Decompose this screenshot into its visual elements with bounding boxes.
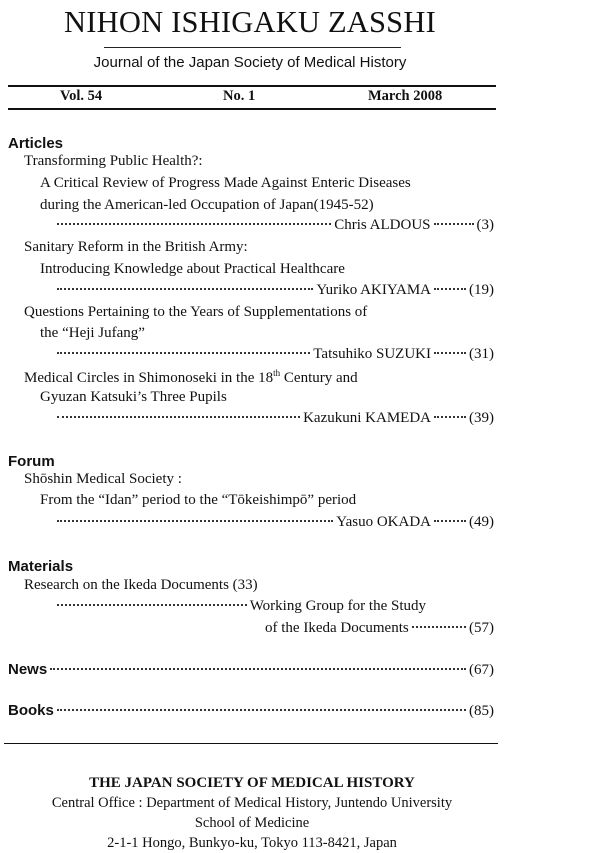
leader-dots (434, 416, 466, 418)
forum-title-line-1: Shōshin Medical Society : (24, 471, 182, 487)
materials-author-row-1 (54, 598, 426, 615)
materials-author-line-1: Working Group for the Study (249, 598, 426, 614)
news-row (8, 661, 494, 679)
leader-dots (57, 416, 300, 418)
article-1-author-row (54, 217, 494, 234)
article-4-title-pre: Medical Circles in Shimonoseki in the 18 (24, 370, 274, 386)
article-1-page: (3) (476, 217, 494, 233)
materials-heading: Materials (8, 558, 74, 575)
address-line-3: 2-1-1 Hongo, Bunkyo-ku, Tokyo 113-8421, Japan (107, 835, 397, 851)
leader-dots (434, 520, 466, 522)
article-4-page: (39) (469, 410, 494, 426)
journal-title: NIHON ISHIGAKU ZASSHI (64, 5, 436, 39)
article-1-title-line-1: Transforming Public Health?: (24, 153, 203, 169)
materials-author-line-2: of the Ikeda Documents (265, 620, 409, 636)
article-2-title-line-1: Sanitary Reform in the British Army: (24, 239, 248, 255)
leader-dots (434, 223, 474, 225)
forum-heading: Forum (8, 453, 55, 470)
article-1-title-line-3: during the American-led Occupation of Japan(1945-52) (40, 197, 374, 213)
article-1-title-line-2: A Critical Review of Progress Made Against Enteric Diseases (40, 175, 411, 191)
issue-rule-bottom (8, 108, 496, 110)
leader-dots (50, 668, 466, 670)
materials-title: Research on the Ikeda Documents (33) (24, 577, 258, 593)
society-name: THE JAPAN SOCIETY OF MEDICAL HISTORY (89, 775, 415, 791)
article-3-title-line-2: the “Heji Jufang” (40, 325, 145, 341)
articles-heading: Articles (8, 135, 64, 152)
journal-subtitle: Journal of the Japan Society of Medical History (93, 54, 407, 71)
leader-dots (57, 223, 331, 225)
article-1-author: Chris ALDOUS (334, 217, 431, 233)
article-3-author: Tatsuhiko SUZUKI (313, 346, 431, 362)
article-2-author: Yuriko AKIYAMA (316, 282, 431, 298)
materials-author-row-2 (265, 620, 494, 637)
address-line-2: School of Medicine (194, 815, 310, 831)
books-page: (85) (469, 703, 494, 719)
article-4-title-post: Century and (280, 370, 358, 386)
footer-rule (4, 743, 498, 744)
article-4-author: Kazukuni KAMEDA (303, 410, 431, 426)
news-heading: News (8, 661, 48, 678)
issue-date: March 2008 (368, 88, 443, 104)
leader-dots (57, 352, 310, 354)
article-4-title-line-2: Gyuzan Katsuki’s Three Pupils (40, 389, 227, 405)
article-4-title-sup: th (273, 368, 281, 378)
title-underline (104, 47, 401, 48)
news-page: (67) (469, 662, 494, 678)
article-2-author-row (54, 282, 494, 299)
leader-dots (412, 626, 466, 628)
forum-author: Yasuo OKADA (336, 514, 431, 530)
article-2-page: (19) (469, 282, 494, 298)
forum-title-line-2: From the “Idan” period to the “Tōkeishimpō” period (40, 492, 357, 508)
article-4-author-row (54, 410, 494, 427)
books-row (8, 702, 494, 720)
books-heading: Books (8, 702, 54, 719)
address-line-1: Central Office : Department of Medical History, Juntendo University (51, 795, 453, 811)
article-4-title-line-1 (24, 368, 358, 387)
article-3-author-row (54, 346, 494, 363)
leader-dots (57, 604, 247, 606)
volume-label: Vol. 54 (60, 88, 103, 104)
issue-rule-top (8, 85, 496, 87)
leader-dots (57, 709, 466, 711)
article-3-page: (31) (469, 346, 494, 362)
leader-dots (57, 288, 313, 290)
leader-dots (434, 288, 466, 290)
forum-author-row (54, 514, 494, 531)
materials-page: (57) (469, 620, 494, 636)
leader-dots (434, 352, 466, 354)
article-2-title-line-2: Introducing Knowledge about Practical Healthcare (40, 261, 345, 277)
number-label: No. 1 (223, 88, 256, 104)
forum-page: (49) (469, 514, 494, 530)
article-3-title-line-1: Questions Pertaining to the Years of Supplementations of (24, 304, 368, 320)
leader-dots (57, 520, 333, 522)
